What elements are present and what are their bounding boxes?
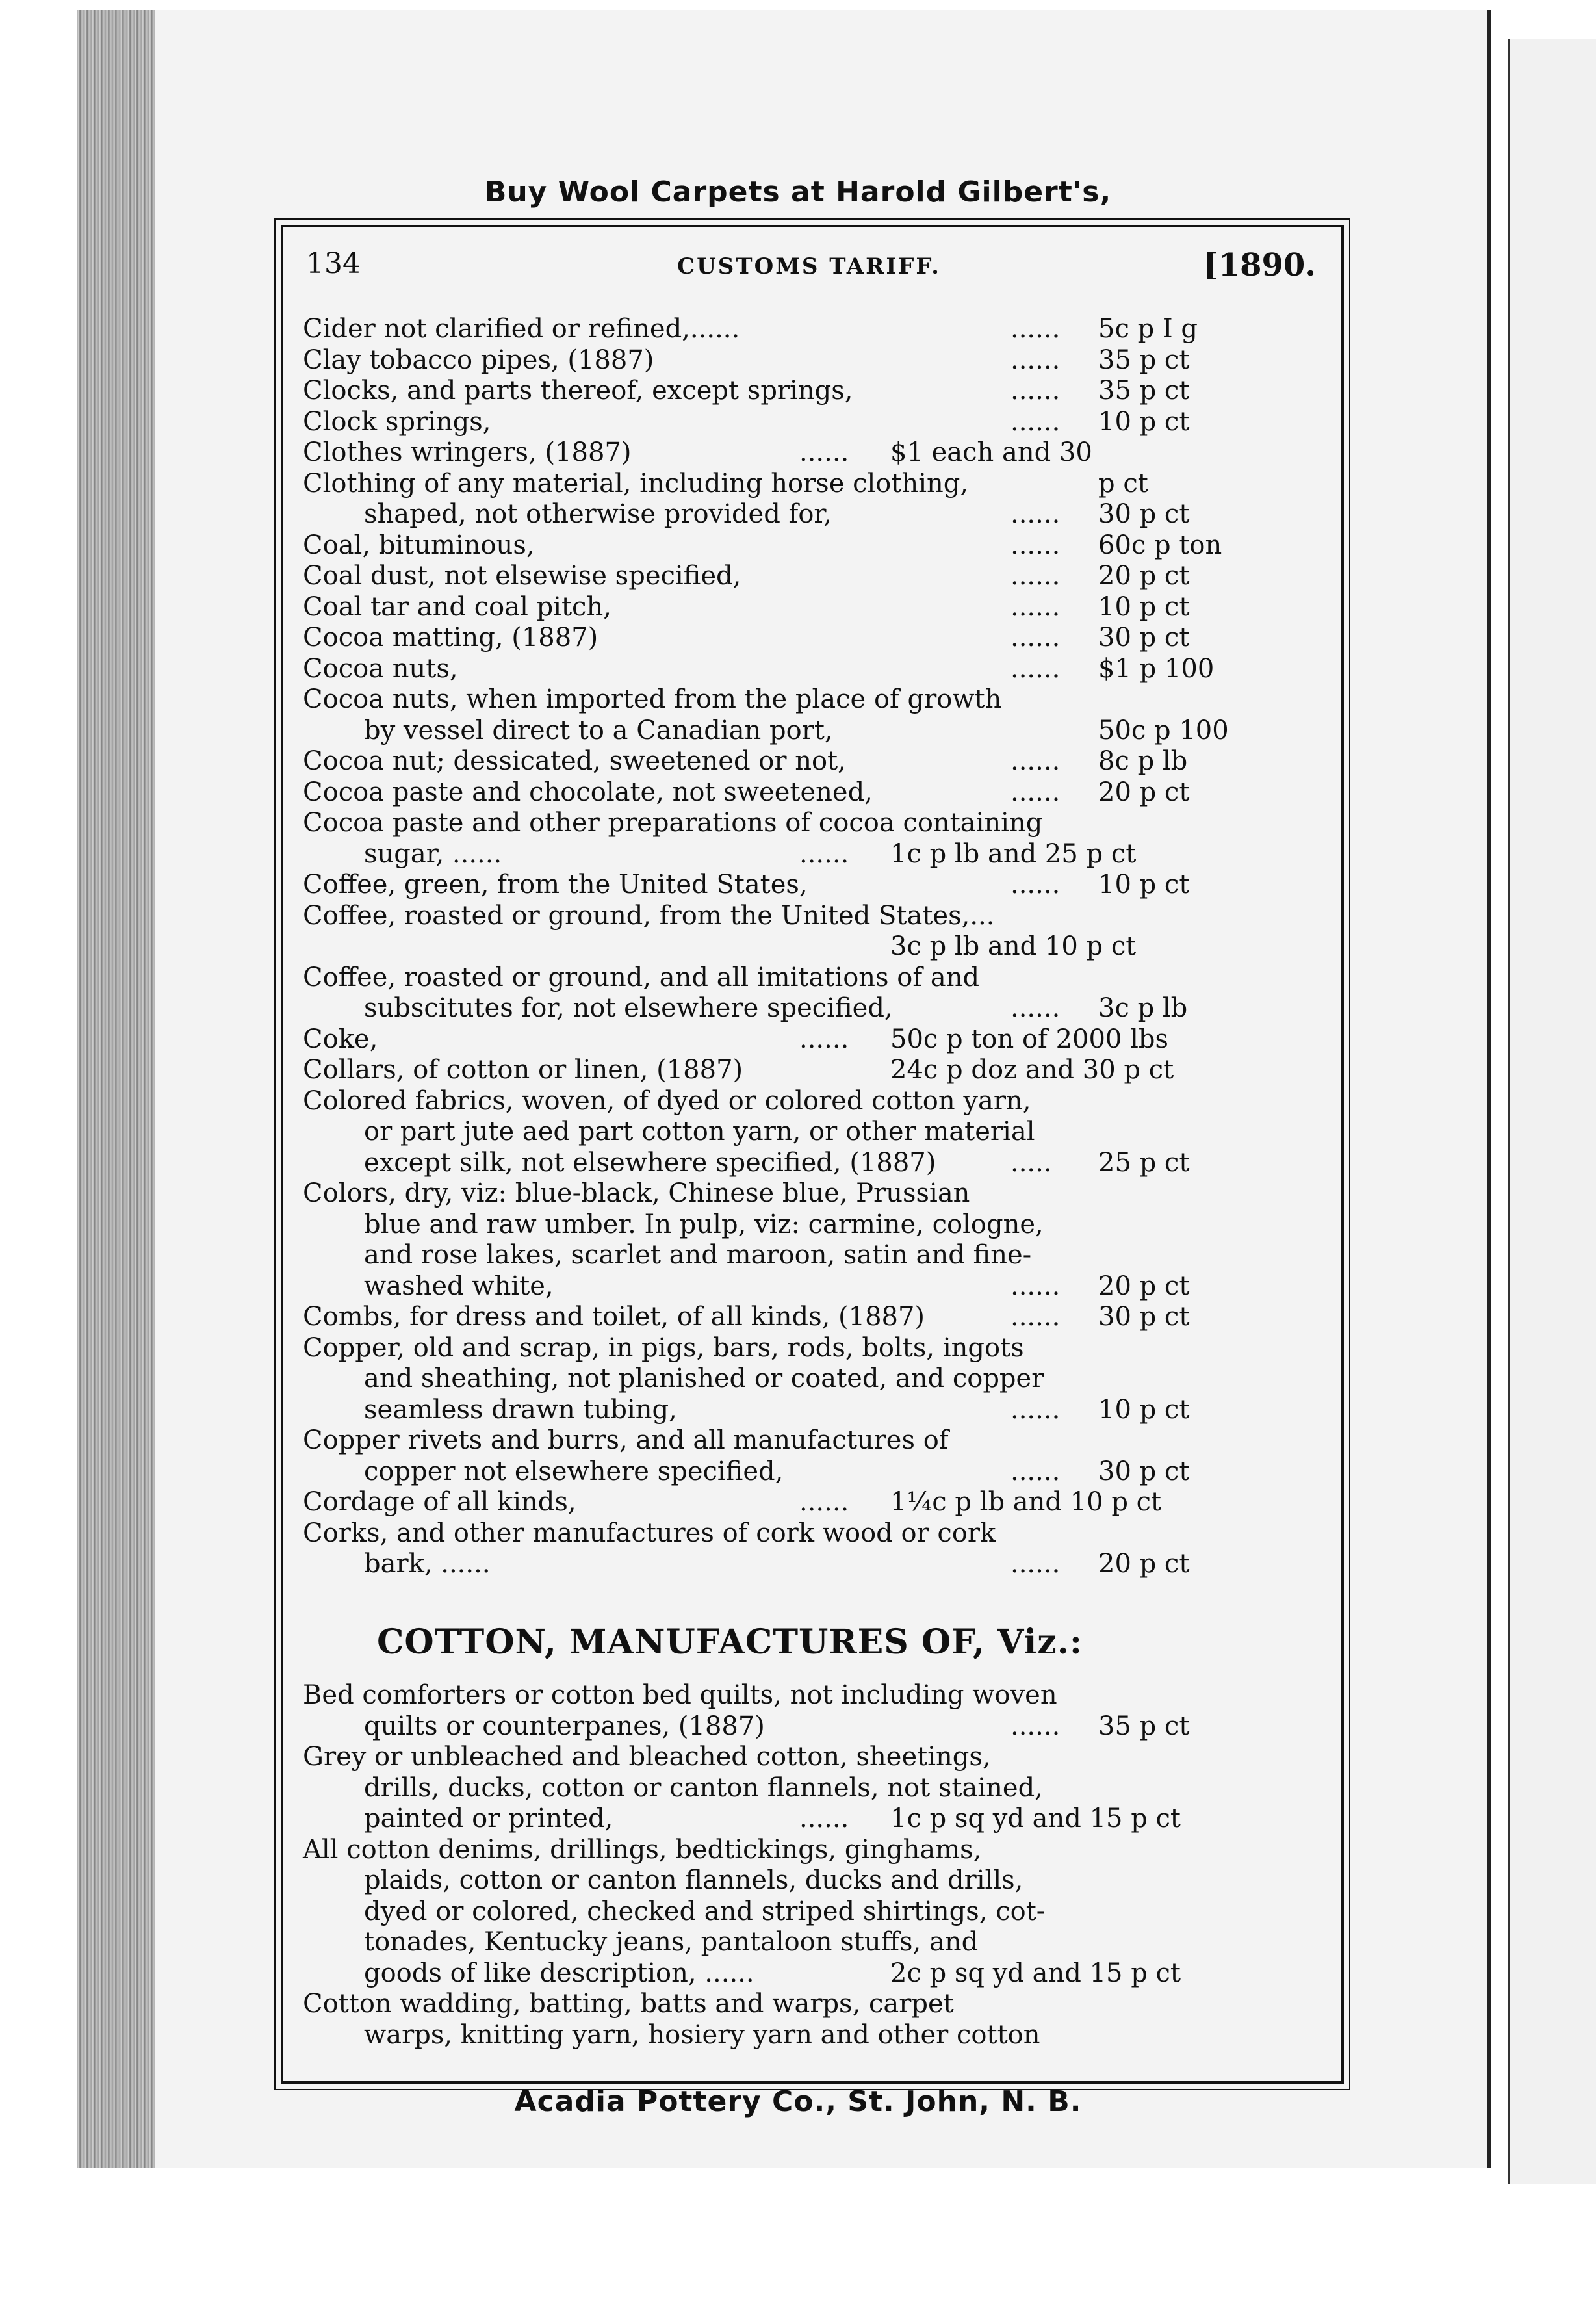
leader-dots: ...... [1010,1302,1061,1332]
tariff-item-text: seamless drawn tubing, [364,1394,677,1425]
leader-dots: ...... [1010,623,1061,653]
tariff-item-text: Cotton wadding, batting, batts and warps, carpet [303,1989,954,2019]
tariff-item-text: blue and raw umber. In pulp, viz: carmine, cologne, [364,1209,1044,1239]
leader-dots: ..... [1010,1147,1052,1178]
tariff-item-text: by vessel direct to a Canadian port, [364,715,833,745]
tariff-item-text: Clocks, and parts thereof, except springs, [303,376,853,406]
leader-dots: ...... [1010,777,1061,807]
page-header [302,247,1316,292]
tariff-item-text: bark, ...... [364,1549,491,1579]
duty-rate: 50c p ton of 2000 lbs [890,1024,1169,1054]
duty-rate: 30 p ct [1098,499,1190,529]
duty-rate: 3c p lb and 10 p ct [890,931,1137,961]
tariff-item-text: Clock springs, [303,406,491,437]
duty-rate: 10 p ct [1098,591,1190,622]
duty-rate: 10 p ct [1098,1394,1190,1425]
leader-dots: ...... [1010,1711,1061,1741]
duty-rate: 30 p ct [1098,1456,1190,1486]
page-number: 134 [306,247,361,280]
advertisement-top: Buy Wool Carpets at Harold Gilbert's, [484,175,1112,209]
tariff-item-text: and rose lakes, scarlet and maroon, satin and fine- [364,1240,1032,1270]
duty-rate: $1 each and 30 [890,437,1092,467]
left-margin [0,0,77,2319]
section-heading: COTTON, MANUFACTURES OF, Viz.: [377,1622,1083,1662]
duty-rate: 30 p ct [1098,1302,1190,1332]
duty-rate: 35 p ct [1098,1711,1190,1741]
tariff-item-text: Coke, [303,1024,378,1054]
tariff-item-text: tonades, Kentucky jeans, pantaloon stuffs, and [364,1927,979,1957]
leader-dots: ...... [799,437,849,467]
leader-dots: ...... [1010,870,1061,900]
tariff-item-text: warps, knitting yarn, hosiery yarn and other cotton [364,2019,1040,2050]
tariff-item-text: Cocoa nut; dessicated, sweetened or not, [303,746,846,776]
tariff-item-text: sugar, ...... [364,838,502,869]
tariff-item-text: All cotton denims, drillings, bedtickings, ginghams, [303,1834,982,1865]
facing-page-edge [1508,39,1596,2184]
leader-dots: ...... [799,1024,849,1054]
tariff-item-text: except silk, not elsewhere specified, (1887) [364,1147,936,1178]
duty-rate: 35 p ct [1098,344,1190,375]
tariff-item-text: drills, ducks, cotton or canton flannels, not stained, [364,1772,1043,1803]
duty-rate: 50c p 100 [1098,715,1229,745]
duty-rate: 3c p lb [1098,993,1188,1023]
leader-dots: ...... [799,1804,849,1833]
tariff-item-text: Clothes wringers, (1887) [303,437,632,467]
tariff-item-text: copper not elsewhere specified, [364,1456,784,1486]
leader-dots: ...... [1010,314,1061,344]
duty-rate: 1c p sq yd and 15 p ct [890,1804,1181,1833]
duty-rate: 2c p sq yd and 15 p ct [890,1958,1181,1988]
leader-dots: ...... [1010,993,1061,1023]
tariff-item-text: Colored fabrics, woven, of dyed or colored cotton yarn, [303,1085,1031,1116]
leader-dots: ...... [1010,653,1061,684]
leader-dots: ...... [1010,1456,1061,1486]
duty-rate: $1 p 100 [1098,653,1215,684]
year-label: [1890. [1203,247,1316,283]
tariff-item-text: Cocoa nuts, [303,653,458,684]
tariff-item-text: Cordage of all kinds, [303,1487,576,1517]
tariff-item-text: Coffee, green, from the United States, [303,870,808,900]
tariff-item-text: Coal, bituminous, [303,530,535,560]
leader-dots: ...... [799,838,849,869]
tariff-item-text: Coffee, roasted or ground, and all imitations of and [303,962,980,992]
running-head: CUSTOMS TARIFF. [677,253,941,279]
duty-rate: 60c p ton [1098,530,1222,560]
duty-rate: 20 p ct [1098,1549,1190,1579]
tariff-item-text: painted or printed, [364,1804,613,1833]
leader-dots: ...... [1010,746,1061,776]
tariff-item-text: Cocoa nuts, when imported from the place of growth [303,684,1002,714]
tariff-item-text: Collars, of cotton or linen, (1887) [303,1055,743,1085]
tariff-item-text: Coal dust, not elsewise specified, [303,561,741,591]
tariff-item-text: Corks, and other manufactures of cork wood or cork [303,1518,996,1548]
tariff-item-text: Clothing of any material, including horse clothing, [303,468,969,499]
leader-dots: ...... [1010,1394,1061,1425]
duty-rate: 30 p ct [1098,623,1190,653]
leader-dots: ...... [1010,499,1061,529]
duty-rate: 5c p I g [1098,314,1198,344]
tariff-item-text: Cocoa matting, (1887) [303,623,598,653]
duty-rate: 8c p lb [1098,746,1188,776]
tariff-item-text: Bed comforters or cotton bed quilts, not including woven [303,1680,1057,1710]
duty-rate: 1c p lb and 25 p ct [890,838,1137,869]
tariff-item-text: plaids, cotton or canton flannels, ducks and drills, [364,1865,1023,1895]
duty-rate: 10 p ct [1098,870,1190,900]
duty-rate: 35 p ct [1098,376,1190,406]
tariff-item-text: Cocoa paste and chocolate, not sweetened, [303,777,873,807]
duty-rate: 24c p doz and 30 p ct [890,1055,1174,1085]
duty-rate: 20 p ct [1098,1271,1190,1301]
tariff-item-text: Grey or unbleached and bleached cotton, sheetings, [303,1742,991,1772]
tariff-item-text: dyed or colored, checked and striped shirtings, cot- [364,1896,1046,1926]
tariff-item-text: Clay tobacco pipes, (1887) [303,344,654,375]
tariff-item-text: shaped, not otherwise provided for, [364,499,832,529]
advertisement-bottom: Acadia Pottery Co., St. John, N. B. [514,2085,1082,2118]
leader-dots: ...... [1010,344,1061,375]
duty-rate: 10 p ct [1098,406,1190,437]
tariff-item-text: subscitutes for, not elsewhere specified, [364,993,893,1023]
tariff-item-text: Combs, for dress and toilet, of all kinds, (1887) [303,1302,925,1332]
tariff-item-text: Colors, dry, viz: blue-black, Chinese blue, Prussian [303,1178,970,1208]
leader-dots: ...... [1010,376,1061,406]
duty-rate: 20 p ct [1098,561,1190,591]
duty-rate: 25 p ct [1098,1147,1190,1178]
leader-dots: ...... [1010,406,1061,437]
tariff-item-text: quilts or counterpanes, (1887) [364,1711,765,1741]
tariff-item-text: Cocoa paste and other preparations of cocoa containing [303,808,1043,838]
tariff-item-text: washed white, [364,1271,554,1301]
tariff-item-text: Coal tar and coal pitch, [303,591,611,622]
leader-dots: ...... [1010,530,1061,560]
leader-dots: ...... [1010,1271,1061,1301]
tariff-item-text: or part jute aed part cotton yarn, or other material [364,1117,1035,1147]
tariff-item-text: Cider not clarified or refined,...... [303,314,740,344]
duty-rate: p ct [1098,468,1148,499]
leader-dots: ...... [1010,591,1061,622]
tariff-item-text: goods of like description, ...... [364,1958,754,1988]
leader-dots: ...... [1010,1549,1061,1579]
tariff-item-text: Copper rivets and burrs, and all manufactures of [303,1425,949,1455]
tariff-item-text: and sheathing, not planished or coated, and copper [364,1364,1044,1393]
leader-dots: ...... [799,1487,849,1517]
leader-dots: ...... [1010,561,1061,591]
page-edge-stack [77,10,155,2168]
tariff-item-text: Copper, old and scrap, in pigs, bars, rods, bolts, ingots [303,1332,1024,1363]
duty-rate: 20 p ct [1098,777,1190,807]
duty-rate: 1¼c p lb and 10 p ct [890,1487,1162,1517]
tariff-item-text: Coffee, roasted or ground, from the United States,... [303,900,995,931]
